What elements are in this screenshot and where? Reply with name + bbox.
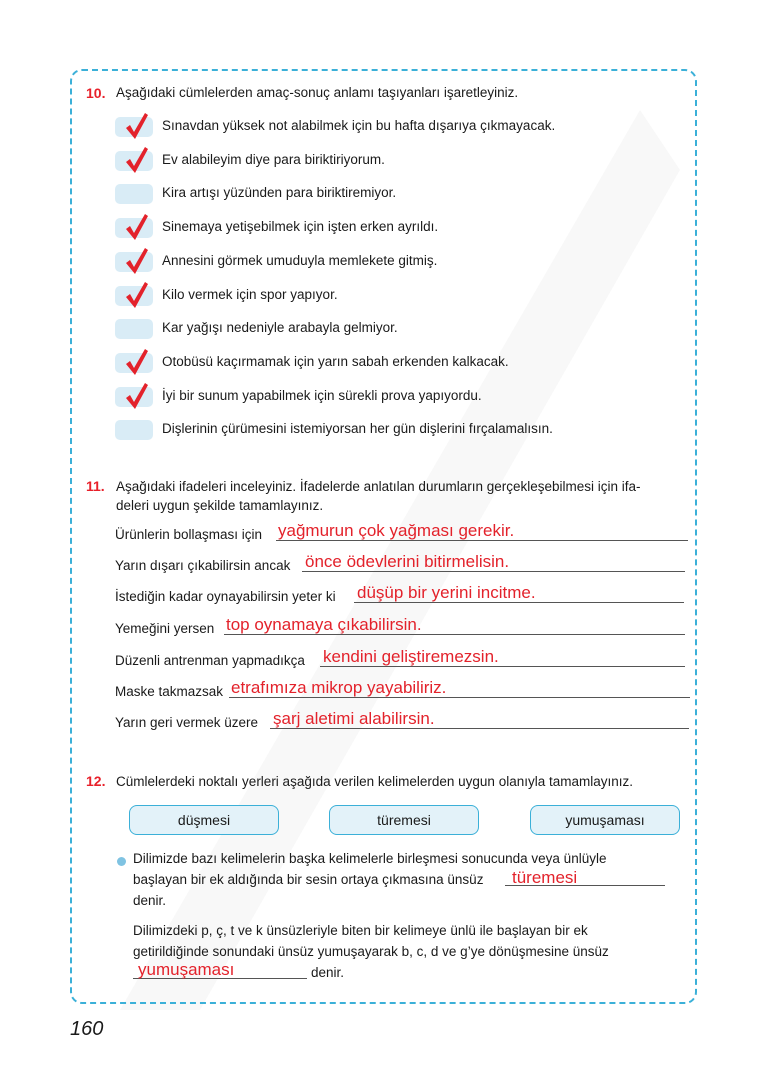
- word-box-yumusamasi[interactable]: yumuşaması: [530, 805, 680, 835]
- q10-checkbox-1[interactable]: [115, 117, 153, 137]
- q12-p2-line1: Dilimizdeki p, ç, t ve k ünsüzleriyle biten bir kelimeye ünlü ile başlayan bir ek: [133, 923, 588, 938]
- q11-number: 11.: [86, 478, 105, 494]
- q10-checkbox-9[interactable]: [115, 387, 153, 407]
- q12-p1-line3: denir.: [133, 893, 167, 908]
- checkmark-icon: [123, 212, 149, 242]
- q12-prompt: Cümlelerdeki noktalı yerleri aşağıda verilen kelimelerden uygun olanıyla tamamlayınız.: [116, 774, 634, 789]
- word-box-dusmesi[interactable]: düşmesi: [129, 805, 279, 835]
- q11-row-prefix-4: Yemeğini yersen: [115, 621, 215, 636]
- q10-checkbox-3[interactable]: [115, 184, 153, 204]
- q10-item-text-10: Dişlerinin çürümesini istemiyorsan her gün dişlerini fırçalamalısın.: [162, 421, 553, 437]
- q11-row-prefix-1: Ürünlerin bollaşması için: [115, 527, 263, 542]
- checkmark-icon: [123, 280, 149, 310]
- q12-p2-line2: getirildiğinde sonundaki ünsüz yumuşayarak b, c, d ve g’ye dönüşmesine ünsüz: [133, 944, 609, 959]
- q12-p2-answer: yumuşaması: [138, 960, 235, 979]
- q10-number: 10.: [86, 85, 106, 101]
- q10-checkbox-7[interactable]: [115, 319, 153, 339]
- q11-answer-3: düşüp bir yerini incitme.: [357, 583, 536, 602]
- q10-item-text-3: Kira artışı yüzünden para biriktiremiyor.: [162, 185, 397, 201]
- q10-checkbox-6[interactable]: [115, 286, 153, 306]
- q12-p1-line2: başlayan bir ek aldığında bir sesin ortaya çıkmasına ünsüz: [133, 872, 484, 887]
- q10-item-text-8: Otobüsü kaçırmamak için yarın sabah erkenden kalkacak.: [162, 353, 509, 369]
- q12-p2-tail: denir.: [311, 965, 345, 980]
- q11-answer-2: önce ödevlerini bitirmelisin.: [305, 552, 510, 571]
- q11-row-prefix-5: Düzenli antrenman yapmadıkça: [115, 653, 305, 668]
- q11-answer-4: top oynamaya çıkabilirsin.: [226, 615, 422, 634]
- checkmark-icon: [123, 111, 149, 141]
- q12-p1-line1: Dilimizde bazı kelimelerin başka kelimelerle birleşmesi sonucunda veya ünlüyle: [133, 851, 607, 866]
- q10-item-text-4: Sinemaya yetişebilmek için işten erken ayrıldı.: [162, 219, 439, 235]
- q11-answer-6: etrafımıza mikrop yayabiliriz.: [231, 678, 447, 697]
- q11-row-prefix-2: Yarın dışarı çıkabilirsin ancak: [115, 558, 291, 573]
- q10-checkbox-4[interactable]: [115, 218, 153, 238]
- q10-item-text-5: Annesini görmek umuduyla memlekete gitmiş.: [162, 252, 438, 268]
- q10-item-text-1: Sınavdan yüksek not alabilmek için bu hafta dışarıya çıkmayacak.: [162, 118, 556, 133]
- page-number: 160: [70, 1018, 104, 1040]
- q11-prompt-line2: deleri uygun şekilde tamamlayınız.: [116, 498, 324, 513]
- q10-prompt: Aşağıdaki cümlelerden amaç-sonuç anlamı taşıyanları işaretleyiniz.: [116, 85, 519, 100]
- q10-item-text-6: Kilo vermek için spor yapıyor.: [162, 286, 338, 302]
- q11-prompt-line1: Aşağıdaki ifadeleri inceleyiniz. İfadelerde anlatılan durumların gerçekleşebilmesi için ifa-: [116, 479, 641, 494]
- q12-p1-answer: türemesi: [512, 868, 578, 887]
- q10-checkbox-10[interactable]: [115, 420, 153, 440]
- q10-item-text-9: İyi bir sunum yapabilmek için sürekli prova yapıyordu.: [162, 387, 482, 403]
- q11-row-prefix-6: Maske takmazsak: [115, 684, 224, 699]
- checkmark-icon: [123, 246, 149, 276]
- checkmark-icon: [123, 347, 149, 377]
- q11-answer-5: kendini geliştiremezsin.: [323, 647, 499, 666]
- checkmark-icon: [123, 145, 149, 175]
- q11-answer-1: yağmurun çok yağması gerekir.: [278, 521, 515, 540]
- checkmark-icon: [123, 381, 149, 411]
- q11-answer-7: şarj aletimi alabilirsin.: [273, 709, 435, 728]
- q10-item-text-7: Kar yağışı nedeniyle arabayla gelmiyor.: [162, 320, 398, 336]
- q10-item-text-2: Ev alabileyim diye para biriktiriyorum.: [162, 151, 385, 167]
- q10-checkbox-5[interactable]: [115, 252, 153, 272]
- q11-row-prefix-3: İstediğin kadar oynayabilirsin yeter ki: [115, 589, 336, 604]
- q12-number: 12.: [86, 773, 106, 789]
- q11-row-prefix-7: Yarın geri vermek üzere: [115, 715, 259, 730]
- word-box-turemesi[interactable]: türemesi: [329, 805, 479, 835]
- q10-checkbox-2[interactable]: [115, 151, 153, 171]
- bullet-dot: [117, 857, 126, 866]
- q10-checkbox-8[interactable]: [115, 353, 153, 373]
